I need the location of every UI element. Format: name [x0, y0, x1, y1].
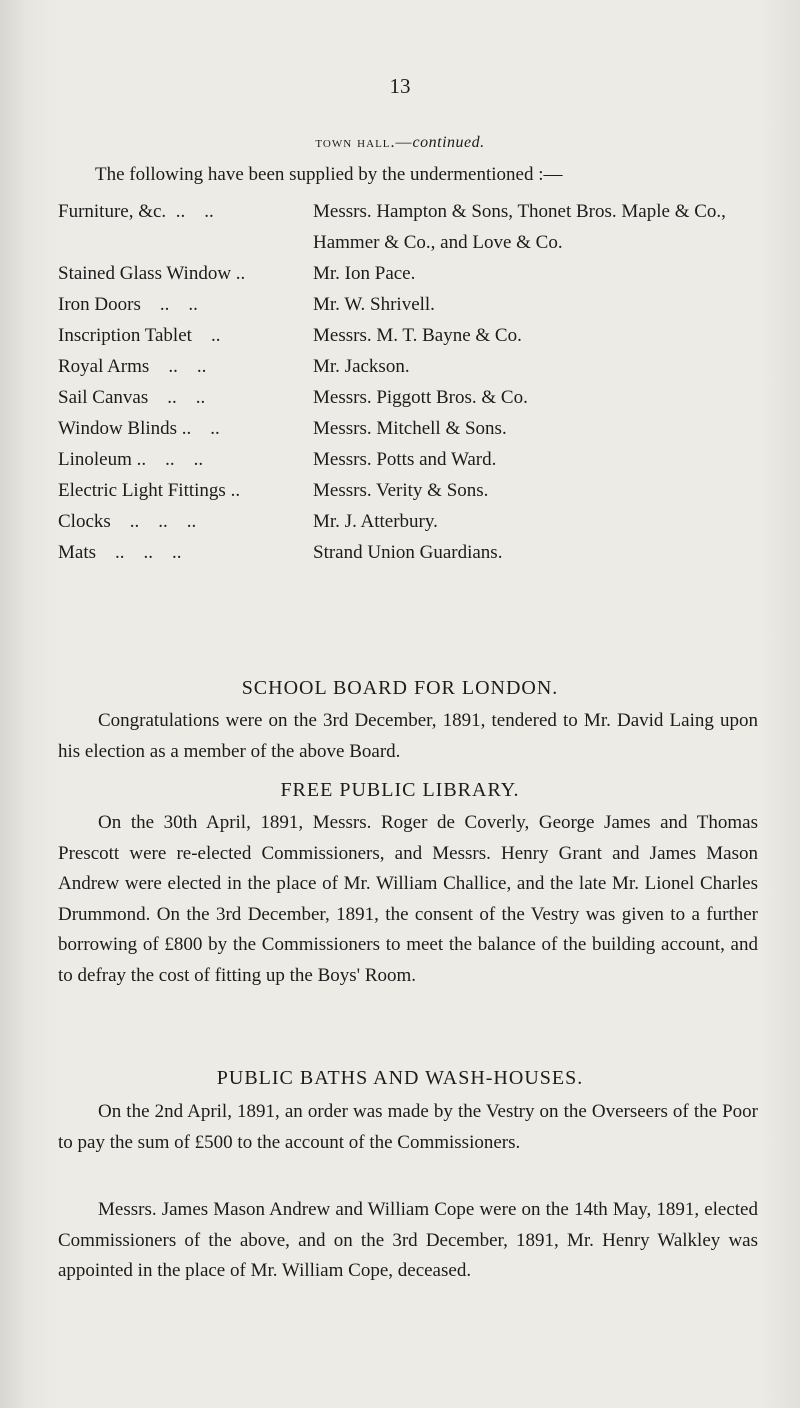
- supplier-item: Inscription Tablet: [58, 325, 192, 346]
- baths-heading: PUBLIC BATHS AND WASH-HOUSES.: [216, 1067, 584, 1089]
- supplier-item: Window Blinds: [58, 418, 178, 439]
- supplier-name: Mr. J. Atterbury.: [313, 511, 438, 532]
- supplier-item: Mats: [58, 542, 96, 563]
- supplier-row: [58, 506, 778, 537]
- supplier-row: [58, 289, 778, 320]
- supplier-name: Messrs. Piggott Bros. & Co.: [313, 387, 528, 408]
- library-heading: FREE PUBLIC LIBRARY.: [280, 779, 520, 801]
- intro-line: The following have been supplied by the undermentioned :—: [95, 164, 563, 185]
- supplier-name: Messrs. Verity & Sons.: [313, 480, 489, 501]
- suppliers-list: [58, 196, 778, 568]
- supplier-name: Strand Union Guardians.: [313, 542, 503, 563]
- supplier-name: Messrs. Hampton & Sons, Thonet Bros. Maple & Co., Hammer & Co., and Love & Co.: [313, 201, 726, 253]
- supplier-item-cell: [58, 444, 313, 475]
- leader-dots: ..: [231, 263, 246, 284]
- supplier-row: [58, 475, 778, 506]
- supplier-name: Mr. Ion Pace.: [313, 263, 416, 284]
- library-paragraph: On the 30th April, 1891, Messrs. Roger de Coverly, George James and Thomas Prescott were re-elected Commissioners, and Messrs. Henry Grant and James Mason Andrew were elected in the place of Mr. William Challice, and the late Mr. Lionel Charles Drummond. On the 3rd December, 1891, the consent of the Vestry was given to a further borrowing of £800 by the Commissioners to meet the balance of the building account, and to defray the cost of fitting up the Boys' Room.: [58, 812, 758, 986]
- supplier-item-cell: [58, 320, 313, 351]
- leader-dots: ..: [191, 325, 221, 346]
- leader-dots: .. .. ..: [110, 511, 197, 532]
- supplier-item-cell: [58, 196, 313, 258]
- leader-dots: .. ..: [177, 418, 220, 439]
- supplier-name: Messrs. Potts and Ward.: [313, 449, 497, 470]
- leader-dots: .. .. ..: [96, 542, 182, 563]
- baths-paragraph-2: Messrs. James Mason Andrew and William Cope were on the 14th May, 1891, elected Commissioners of the above, and on the 3rd December, 1891, Mr. Henry Walkley was appointed in the place of Mr. William Cope, deceased.: [58, 1199, 758, 1281]
- supplier-row: [58, 320, 778, 351]
- supplier-item: Clocks: [58, 511, 111, 532]
- supplier-item-cell: [58, 351, 313, 382]
- supplier-item-cell: [58, 506, 313, 537]
- supplier-item-cell: [58, 413, 313, 444]
- supplier-item: Iron Doors: [58, 294, 141, 315]
- leader-dots: .. ..: [140, 294, 198, 315]
- supplier-row: [58, 196, 778, 258]
- leader-dots: .. ..: [148, 387, 206, 408]
- supplier-row: [58, 444, 778, 475]
- supplier-item: Royal Arms: [58, 356, 150, 377]
- supplier-row: [58, 413, 778, 444]
- supplier-item: Furniture, &c.: [58, 201, 167, 222]
- leader-dots: .. .. ..: [131, 449, 204, 470]
- page-number: 13: [389, 74, 411, 98]
- leader-dots: ..: [225, 480, 241, 501]
- leader-dots: .. ..: [149, 356, 207, 377]
- supplier-item: Linoleum: [58, 449, 132, 470]
- supplier-row: [58, 382, 778, 413]
- leader-dots: .. ..: [166, 201, 224, 222]
- supplier-name: Messrs. Mitchell & Sons.: [313, 418, 507, 439]
- running-head: town hall.—continued.: [315, 134, 485, 151]
- supplier-item: Stained Glass Window: [58, 263, 232, 284]
- supplier-item-cell: [58, 475, 313, 506]
- supplier-name: Messrs. M. T. Bayne & Co.: [313, 325, 522, 346]
- supplier-item-cell: [58, 289, 313, 320]
- supplier-item: Electric Light Fittings: [58, 480, 226, 501]
- supplier-item-cell: [58, 382, 313, 413]
- supplier-item-cell: [58, 258, 313, 289]
- supplier-row: [58, 258, 778, 289]
- baths-paragraph-1: On the 2nd April, 1891, an order was made by the Vestry on the Overseers of the Poor to pay the sum of £500 to the account of the Commissioners.: [58, 1101, 758, 1153]
- supplier-row: [58, 351, 778, 382]
- supplier-name: Mr. Jackson.: [313, 356, 410, 377]
- supplier-item-cell: [58, 537, 313, 568]
- supplier-item: Sail Canvas: [58, 387, 149, 408]
- supplier-name: Mr. W. Shrivell.: [313, 294, 435, 315]
- school-board-heading: SCHOOL BOARD FOR LONDON.: [241, 677, 559, 699]
- supplier-row: [58, 537, 778, 568]
- running-head-continued: continued.: [412, 134, 485, 151]
- school-board-paragraph: Congratulations were on the 3rd December, 1891, tendered to Mr. David Laing upon his election as a member of the above Board.: [58, 710, 758, 762]
- running-head-title: town hall.: [315, 134, 396, 151]
